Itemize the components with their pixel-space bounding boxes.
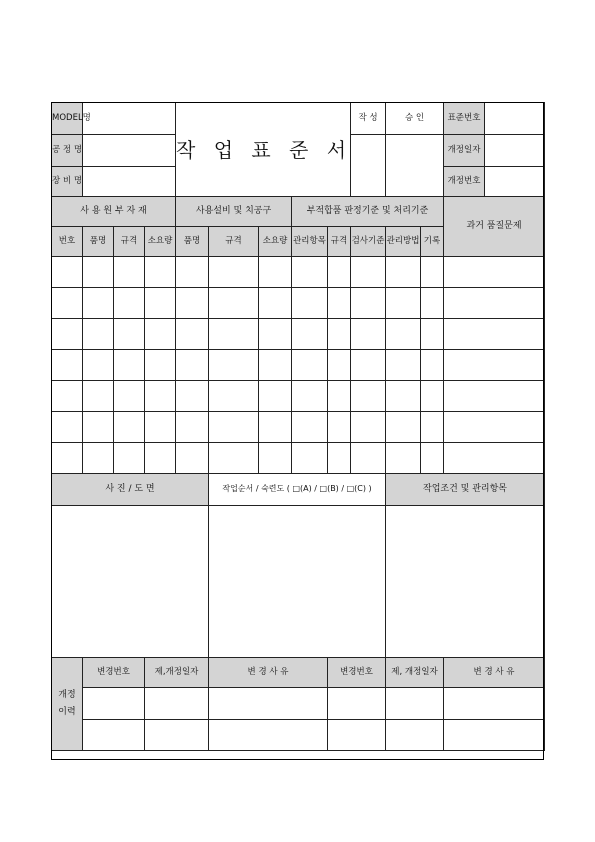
- col-item: 품명: [83, 227, 114, 257]
- table-cell[interactable]: [209, 720, 328, 751]
- table-cell[interactable]: [328, 319, 351, 350]
- table-cell[interactable]: [386, 319, 421, 350]
- table-cell[interactable]: [328, 288, 351, 319]
- col-eq-qty: 소요량: [259, 227, 292, 257]
- table-cell[interactable]: [328, 412, 351, 443]
- table-cell[interactable]: [145, 381, 176, 412]
- table-cell[interactable]: [444, 350, 545, 381]
- table-cell[interactable]: [52, 288, 83, 319]
- model-label: MODEL명: [52, 103, 83, 135]
- rev-no-label: 개정번호: [444, 167, 485, 196]
- table-cell[interactable]: [145, 319, 176, 350]
- col-record: 기록: [421, 227, 444, 257]
- col-reason-2: 변 경 사 유: [444, 658, 545, 688]
- col-spec: 규격: [114, 227, 145, 257]
- table-cell[interactable]: [259, 350, 292, 381]
- table-cell[interactable]: [421, 412, 444, 443]
- table-cell[interactable]: [176, 381, 209, 412]
- col-method: 관리방법: [386, 227, 421, 257]
- table-cell[interactable]: [52, 350, 83, 381]
- rev-date-input[interactable]: [485, 135, 544, 166]
- work-standard-form: [51, 102, 544, 760]
- table-cell[interactable]: [444, 319, 545, 350]
- photo-section-header: 사 진 / 도 면: [52, 474, 209, 506]
- table-cell[interactable]: [114, 257, 145, 288]
- table-cell[interactable]: [209, 257, 259, 288]
- table-cell[interactable]: [145, 288, 176, 319]
- conditions-area[interactable]: [386, 506, 545, 658]
- table-cell[interactable]: [209, 288, 259, 319]
- col-qty: 소요량: [145, 227, 176, 257]
- table-cell[interactable]: [328, 688, 386, 720]
- table-cell[interactable]: [328, 257, 351, 288]
- table-cell[interactable]: [259, 412, 292, 443]
- table-cell[interactable]: [176, 350, 209, 381]
- table-cell[interactable]: [114, 443, 145, 474]
- table-cell[interactable]: [421, 381, 444, 412]
- col-eq-spec: 규격: [209, 227, 259, 257]
- table-cell[interactable]: [83, 381, 114, 412]
- table-cell[interactable]: [259, 443, 292, 474]
- table-row: [52, 381, 545, 412]
- table-cell[interactable]: [259, 381, 292, 412]
- table-cell[interactable]: [351, 288, 386, 319]
- revision-history-label: [52, 658, 83, 751]
- table-cell[interactable]: [83, 412, 114, 443]
- defect-section-header: 부적합품 판정기준 및 처리기준: [292, 197, 444, 227]
- table-cell[interactable]: [176, 443, 209, 474]
- table-cell[interactable]: [83, 688, 145, 720]
- table-cell[interactable]: [386, 288, 421, 319]
- table-row: [52, 288, 545, 319]
- table-cell[interactable]: [386, 381, 421, 412]
- table-cell[interactable]: [259, 257, 292, 288]
- form-table: [51, 102, 545, 751]
- past-quality-header: 과거 품질문제: [444, 197, 545, 257]
- revision-label-line1: 개정: [58, 689, 76, 700]
- table-cell[interactable]: [145, 257, 176, 288]
- table-cell[interactable]: [421, 288, 444, 319]
- table-cell[interactable]: [114, 319, 145, 350]
- col-ctrl-item: 관리항목: [292, 227, 328, 257]
- table-cell[interactable]: [209, 319, 259, 350]
- table-cell[interactable]: [114, 412, 145, 443]
- table-cell[interactable]: [386, 412, 421, 443]
- table-cell[interactable]: [444, 381, 545, 412]
- table-cell[interactable]: [328, 443, 351, 474]
- table-row: [52, 319, 545, 350]
- table-cell[interactable]: [328, 381, 351, 412]
- rev-no-cell[interactable]: [444, 167, 545, 197]
- table-cell[interactable]: [444, 288, 545, 319]
- table-cell[interactable]: [444, 257, 545, 288]
- table-cell[interactable]: [176, 288, 209, 319]
- col-ctrl-spec: 규격: [328, 227, 351, 257]
- equipment-section-header: 사용설비 및 치공구: [176, 197, 292, 227]
- table-cell[interactable]: [292, 257, 328, 288]
- table-cell[interactable]: [114, 350, 145, 381]
- page-title: 작 업 표 준 서: [176, 103, 351, 197]
- equipment-label: 장 비 명: [52, 167, 83, 197]
- table-cell[interactable]: [328, 350, 351, 381]
- process-input[interactable]: [83, 135, 176, 167]
- table-cell[interactable]: [292, 381, 328, 412]
- table-cell[interactable]: [209, 350, 259, 381]
- table-cell[interactable]: [421, 319, 444, 350]
- table-cell[interactable]: [292, 443, 328, 474]
- revision-label-line2: 이력: [58, 707, 76, 717]
- table-cell[interactable]: [386, 688, 444, 720]
- table-cell[interactable]: [351, 350, 386, 381]
- table-cell[interactable]: [386, 443, 421, 474]
- table-cell[interactable]: [328, 720, 386, 751]
- col-change-no-1: 변경번호: [83, 658, 145, 688]
- rev-no-input[interactable]: [485, 167, 544, 196]
- table-row: [52, 688, 545, 720]
- col-eq-item: 품명: [176, 227, 209, 257]
- col-no: 번호: [52, 227, 83, 257]
- table-cell[interactable]: [292, 350, 328, 381]
- table-cell[interactable]: [421, 443, 444, 474]
- table-cell[interactable]: [421, 257, 444, 288]
- conditions-section-header: 작업조건 및 관리항목: [386, 474, 545, 506]
- table-cell[interactable]: [114, 381, 145, 412]
- table-cell[interactable]: [83, 257, 114, 288]
- materials-section-header: 사 용 원 부 자 재: [52, 197, 176, 227]
- table-cell[interactable]: [176, 257, 209, 288]
- table-cell[interactable]: [209, 412, 259, 443]
- table-cell[interactable]: [209, 443, 259, 474]
- table-cell[interactable]: [386, 720, 444, 751]
- table-cell[interactable]: [351, 257, 386, 288]
- col-rev-date-2: 제, 개정일자: [386, 658, 444, 688]
- table-cell[interactable]: [145, 350, 176, 381]
- col-rev-date-1: 제,개정일자: [145, 658, 209, 688]
- table-cell[interactable]: [444, 720, 545, 751]
- table-cell[interactable]: [444, 412, 545, 443]
- table-row: [52, 720, 545, 751]
- col-inspect: 검사기준: [351, 227, 386, 257]
- table-cell[interactable]: [52, 381, 83, 412]
- table-cell[interactable]: [351, 412, 386, 443]
- table-cell[interactable]: [292, 412, 328, 443]
- table-cell[interactable]: [83, 319, 114, 350]
- std-no-input[interactable]: [485, 103, 544, 134]
- table-cell[interactable]: [209, 688, 328, 720]
- std-no-cell[interactable]: [444, 103, 545, 135]
- table-cell[interactable]: [145, 443, 176, 474]
- sequence-section-header: 작업순서 / 숙련도 ( □(A) / □(B) / □(C) ): [209, 474, 386, 506]
- materials-rows: [52, 257, 545, 474]
- table-cell[interactable]: [292, 288, 328, 319]
- table-cell[interactable]: [444, 443, 545, 474]
- table-cell[interactable]: [114, 288, 145, 319]
- table-cell[interactable]: [52, 412, 83, 443]
- table-cell[interactable]: [145, 688, 209, 720]
- table-cell[interactable]: [351, 319, 386, 350]
- table-cell[interactable]: [351, 443, 386, 474]
- table-cell[interactable]: [83, 350, 114, 381]
- table-cell[interactable]: [386, 257, 421, 288]
- author-label: 작 성: [351, 103, 386, 135]
- approve-label: 승 인: [386, 103, 444, 135]
- std-no-label: 표준번호: [444, 103, 485, 134]
- approve-sign-box[interactable]: [386, 135, 444, 197]
- table-cell[interactable]: [52, 257, 83, 288]
- col-change-no-2: 변경번호: [328, 658, 386, 688]
- table-cell[interactable]: [83, 720, 145, 751]
- equipment-input[interactable]: [83, 167, 176, 197]
- table-cell[interactable]: [176, 412, 209, 443]
- table-row: [52, 412, 545, 443]
- table-row: [52, 443, 545, 474]
- table-cell[interactable]: [176, 319, 209, 350]
- table-row: [52, 257, 545, 288]
- table-cell[interactable]: [351, 381, 386, 412]
- table-cell[interactable]: [52, 319, 83, 350]
- table-cell[interactable]: [145, 412, 176, 443]
- col-reason-1: 변 경 사 유: [209, 658, 328, 688]
- table-cell[interactable]: [292, 319, 328, 350]
- table-cell[interactable]: [444, 688, 545, 720]
- table-cell[interactable]: [83, 288, 114, 319]
- table-cell[interactable]: [145, 720, 209, 751]
- author-sign-box[interactable]: [351, 135, 386, 197]
- table-cell[interactable]: [209, 381, 259, 412]
- rev-date-cell[interactable]: [444, 135, 545, 167]
- process-label: 공 정 명: [52, 135, 83, 167]
- sequence-area[interactable]: [209, 506, 386, 658]
- table-cell[interactable]: [421, 350, 444, 381]
- table-cell[interactable]: [52, 443, 83, 474]
- rev-date-label: 개정일자: [444, 135, 485, 166]
- table-cell[interactable]: [259, 288, 292, 319]
- table-row: [52, 350, 545, 381]
- photo-area[interactable]: [52, 506, 209, 658]
- table-cell[interactable]: [259, 319, 292, 350]
- table-cell[interactable]: [386, 350, 421, 381]
- model-input[interactable]: [83, 103, 176, 135]
- table-cell[interactable]: [83, 443, 114, 474]
